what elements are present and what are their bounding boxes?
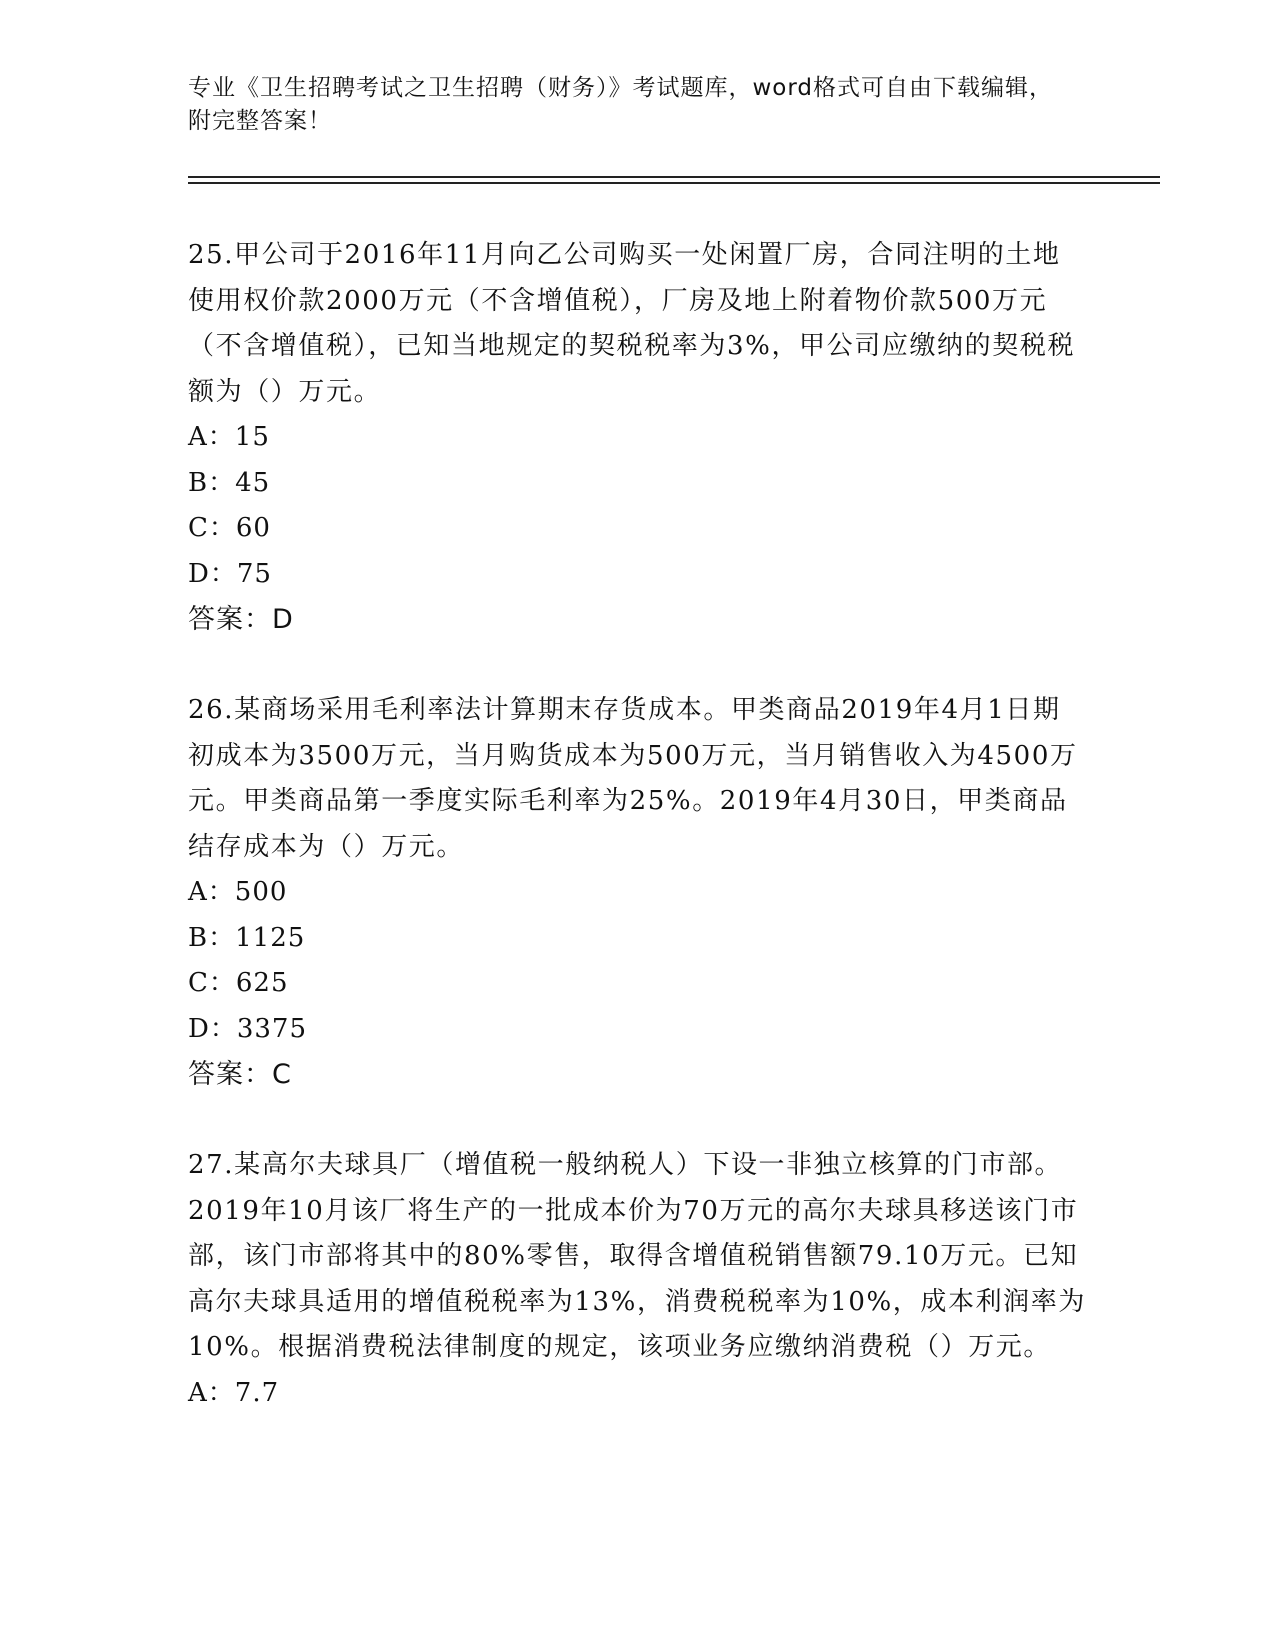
answer-line: 答案：D	[188, 604, 294, 635]
option-d: D：3375	[188, 1013, 308, 1044]
header-divider-top	[188, 176, 1160, 178]
question-27	[188, 1143, 1088, 1416]
option-a: A：15	[188, 422, 270, 452]
question-26	[188, 688, 1088, 1098]
option-a: A：7.7	[188, 1377, 280, 1408]
header-divider-bottom	[188, 182, 1160, 184]
question-stem: 26.某商场采用毛利率法计算期末存货成本。甲类商品2019年4月1日期初成本为3500万元，当月购货成本为500万元，当月销售收入为4500万元。甲类商品第一季度实际毛利率为25%。2019年4月30日，甲类商品结存成本为（）万元。	[188, 695, 1078, 862]
question-stem: 25.甲公司于2016年11月向乙公司购买一处闲置厂房，合同注明的土地使用权价款2000万元（不含增值税），厂房及地上附着物价款500万元（不含增值税），已知当地规定的契税税率为3%，甲公司应缴纳的契税税额为（）万元。	[188, 240, 1076, 407]
header-intro-text: 专业《卫生招聘考试之卫生招聘（财务）》考试题库，word格式可自由下载编辑，附完整答案！	[188, 75, 1054, 134]
question-25	[188, 233, 1088, 643]
question-stem: 27.某高尔夫球具厂（增值税一般纳税人）下设一非独立核算的门市部。2019年10月该厂将生产的一批成本价为70万元的高尔夫球具移送该门市部，该门市部将其中的80%零售，取得含增值税销售额79.10万元。已知高尔夫球具适用的增值税税率为13%，消费税税率为10%，成本利润率为10%。根据消费税法律制度的规定，该项业务应缴纳消费税（）万元。	[188, 1150, 1086, 1362]
document-header	[188, 72, 1068, 138]
option-c: C：60	[188, 513, 271, 543]
option-b: B：45	[188, 467, 271, 498]
option-b: B：1125	[188, 922, 306, 953]
option-d: D：75	[188, 558, 272, 589]
answer-line: 答案：C	[188, 1059, 292, 1090]
option-a: A：500	[188, 877, 288, 907]
option-c: C：625	[188, 968, 289, 998]
